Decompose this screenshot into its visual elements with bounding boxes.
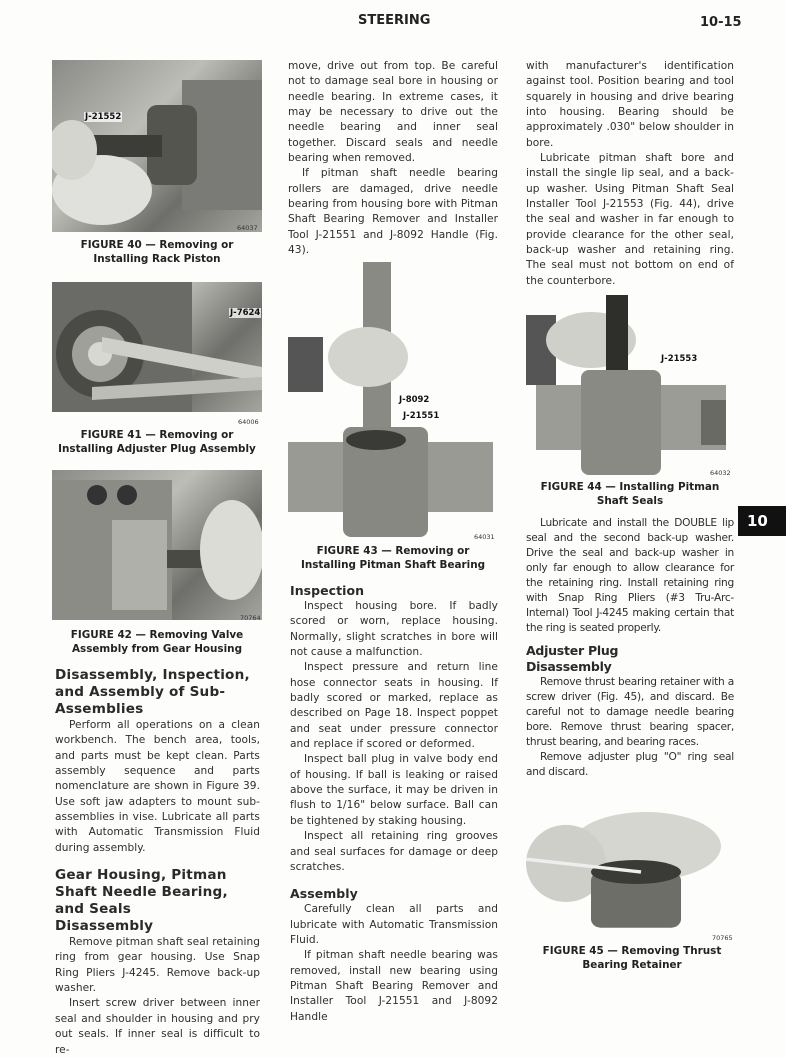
tool-label: J-8092 (399, 395, 430, 405)
section-title: STEERING (358, 13, 431, 28)
figure-number: 64037 (237, 224, 258, 232)
section-heading: Gear Housing, Pitman Shaft Needle Bearing, and Seals (55, 867, 228, 918)
figure-41-caption: FIGURE 41 — Removing or Installing Adjuster Plug Assembly (58, 429, 256, 455)
figure-number: 70764 (240, 614, 261, 620)
paragraph: If pitman shaft needle bearing was removed, install new bearing using Pitman Shaft Bearing Remover and Installer Tool J-21551 and J-8092 Handle (290, 949, 498, 1023)
subsection-heading: Disassembly (526, 659, 612, 674)
paragraph: move, drive out from top. Be careful not to damage seal bore in housing or needle bearing. In extreme cases, it may be necessary to drive out the needle bearing and inner seal together. Discard seals and needle bearing when removed. (288, 60, 498, 165)
figure-number: 64006 (238, 418, 259, 426)
paragraph: Inspect all retaining ring grooves and seal surfaces for damage or deep scratches. (290, 830, 498, 873)
paragraph: Remove adjuster plug "O" ring seal and discard. (526, 751, 734, 778)
figure-43-photo (288, 262, 498, 540)
figure-number: 70765 (712, 934, 733, 942)
paragraph: If pitman shaft needle bearing rollers are damaged, drive needle bearing from housing bore with Pitman Shaft Bearing Remover and Installer Tool J-21551 and J-8092 Handle (Fig. 43). (288, 167, 498, 257)
figure-41-photo (52, 282, 262, 412)
paragraph: Insert screw driver between inner seal and shoulder in housing and pry out seals. If inner seal is difficult to re- (55, 997, 260, 1056)
figure-44-caption: FIGURE 44 — Installing Pitman Shaft Seals (540, 481, 720, 507)
figure-number: 64031 (474, 533, 495, 540)
section-heading: Assembly (290, 886, 358, 902)
figure-number: 64032 (710, 469, 731, 475)
paragraph: Inspect housing bore. If badly scored or worn, replace housing. Normally, slight scratches in bore will not cause a malfunction. (290, 600, 498, 659)
tool-label: J-21551 (403, 411, 440, 421)
section-tab: 10 (738, 506, 786, 536)
figure-45-caption: FIGURE 45 — Removing Thrust Bearing Retainer (542, 945, 722, 971)
section-heading: Adjuster Plug (526, 643, 619, 658)
paragraph: Remove thrust bearing retainer with a screw driver (Fig. 45), and discard. Be careful not to damage needle bearing bore. Remove thrust bearing spacer, thrust bearing, and bearing races. (526, 676, 734, 748)
paragraph: Inspect ball plug in valve body end of housing. If ball is leaking or raised above the surface, it may be driven in flush to 1/16" below surface. Ball can be tightened by staking housing. (290, 753, 498, 827)
paragraph: Carefully clean all parts and lubricate with Automatic Transmission Fluid. (290, 903, 498, 946)
middle-column-top-text (288, 59, 498, 258)
paragraph: Inspect pressure and return line hose connector seats in housing. If badly scored or marked, replace as described on Page 18. Inspect poppet and seat under pressure connector and replace if scored or deformed. (290, 661, 498, 751)
middle-column-bottom-text (290, 583, 498, 1025)
right-column-middle-text (526, 516, 734, 780)
paragraph: with manufacturer's identification against tool. Position bearing and tool squarely in housing and drive bearing into housing. Bearing should be approximately .030" below shoulder in bore. (526, 60, 734, 149)
paragraph: Lubricate and install the DOUBLE lip seal and the second back-up washer. Drive the seal and back-up washer in only far enough to allow clearance for the retaining ring. Install retaining ring with Snap Ring Pliers (#3 Tru-Arc-Internal) Tool J-4245 making certain that the ring is seated properly. (526, 517, 734, 634)
figure-40-caption: FIGURE 40 — Removing or Installing Rack Piston (80, 239, 234, 265)
figure-43-caption: FIGURE 43 — Removing or Installing Pitman Shaft Bearing (300, 545, 486, 571)
paragraph: Remove pitman shaft seal retaining ring from gear housing. Use Snap Ring Pliers J-4245. Remove back-up washer. (55, 936, 260, 995)
figure-42-caption: FIGURE 42 — Removing Valve Assembly from Gear Housing (70, 629, 244, 655)
right-column-top-text (526, 59, 734, 289)
subsection-heading: Disassembly (55, 918, 154, 935)
section-heading: Disassembly, Inspection, and Assembly of Sub-Assemblies (55, 667, 250, 717)
tool-label: J-21553 (661, 354, 698, 364)
figure-44-photo (526, 295, 734, 475)
left-column-text (55, 667, 260, 1058)
figure-45-photo (526, 812, 722, 932)
page-number: 10-15 (700, 15, 742, 30)
tool-label: J-7624 (230, 308, 261, 318)
paragraph: Lubricate pitman shaft bore and install the single lip seal, and a back-up washer. Using Pitman Shaft Seal Installer Tool J-21553 (Fig. 44), drive the seal and washer in far enough to provide clearance for the other seal, back-up washer and retaining ring. The seal must not bottom on end of the counterbore. (526, 152, 734, 287)
section-heading: Inspection (290, 583, 365, 598)
figure-42-photo (52, 470, 262, 620)
paragraph: Perform all operations on a clean workbench. The bench area, tools, and parts must be kept clean. Parts assembly sequence and parts nomenclature are shown in Figure 39. Use soft jaw adapters to mount sub-assemblies in vise. Lubricate all parts with Automatic Transmission Fluid during assembly. (55, 719, 260, 854)
tool-label: J-21552 (85, 112, 122, 122)
figure-40-photo (52, 60, 262, 232)
